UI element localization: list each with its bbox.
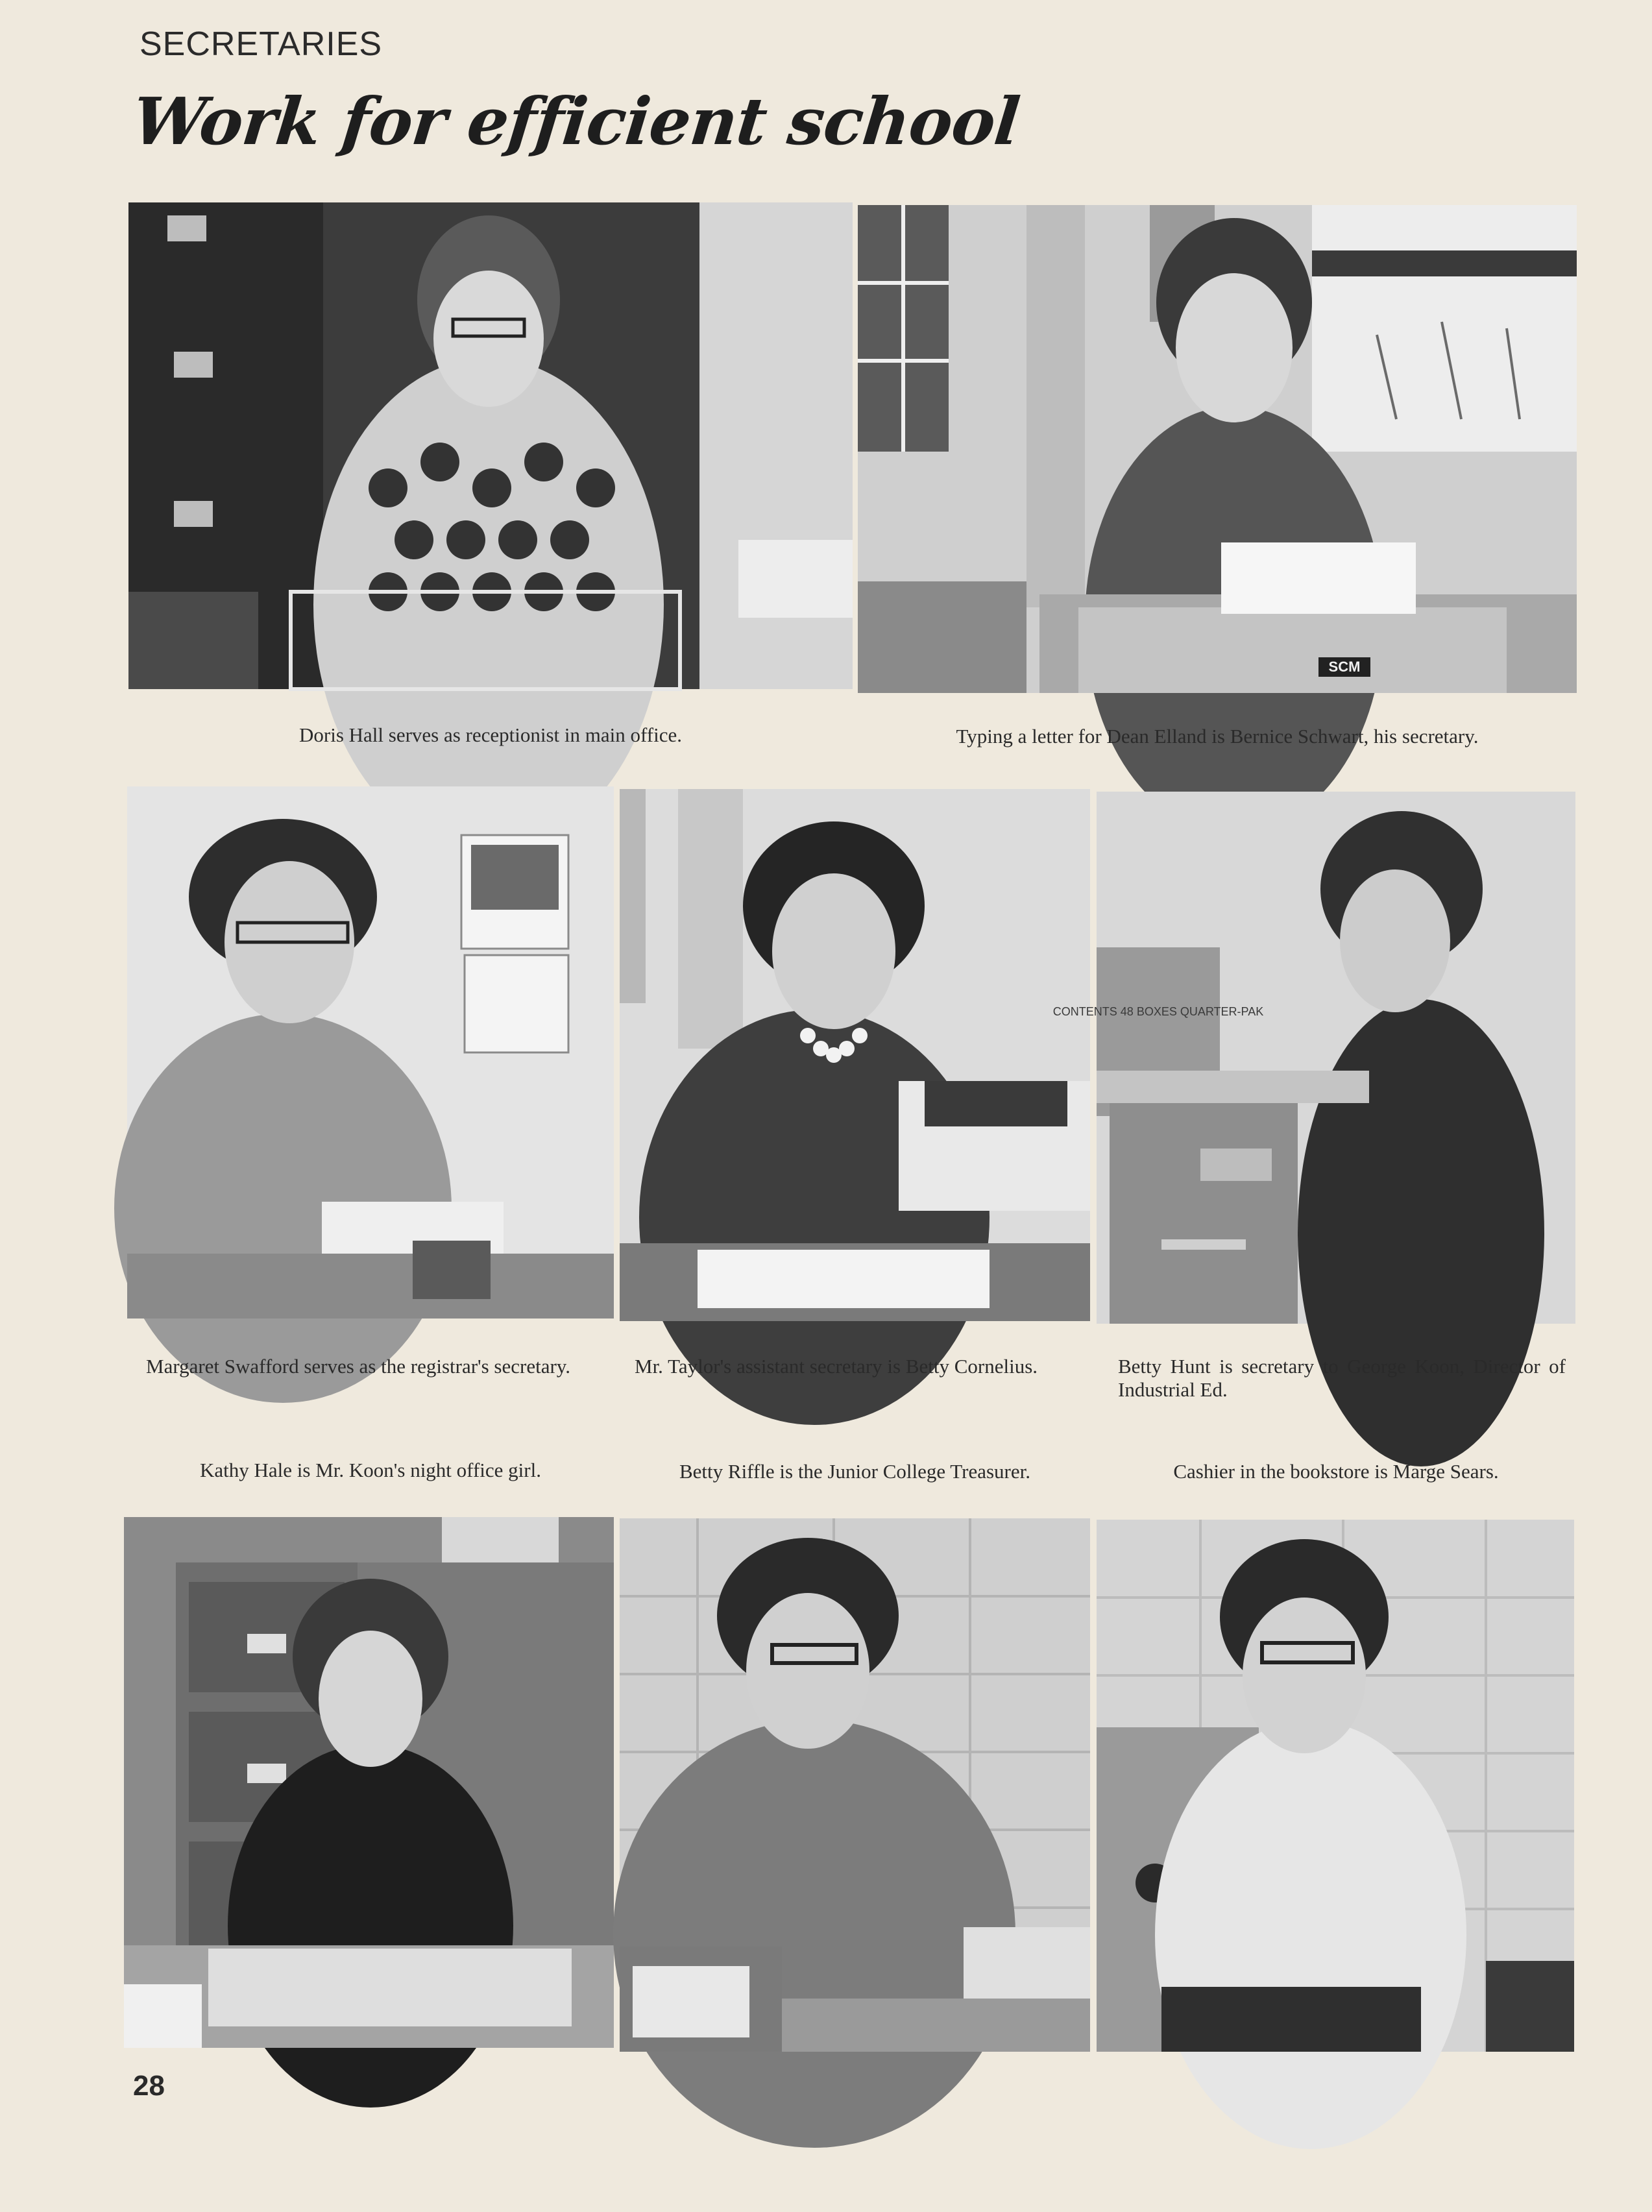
photo-kathy-hale: [124, 1517, 614, 2048]
typewriter-brand: SCM: [1328, 659, 1361, 675]
caption-doris-hall: Doris Hall serves as receptionist in main office.: [299, 723, 682, 746]
box-label: CONTENTS 48 BOXES QUARTER-PAK: [1052, 1005, 1264, 1018]
caption-margaret-swafford: Margaret Swafford serves as the registrar's secretary.: [146, 1355, 571, 1378]
caption-bernice-schwart: Typing a letter for Dean Elland is Bernice Schwart, his secretary.: [956, 725, 1479, 747]
section-label: SECRETARIES: [140, 25, 383, 63]
photo-betty-cornelius: [620, 789, 1090, 1321]
caption-betty-hunt: Betty Hunt is secretary to George Koon, Director of Industrial Ed.: [1118, 1355, 1566, 1401]
photo-margaret-swafford: [127, 786, 614, 1319]
photo-betty-riffle: [620, 1518, 1090, 2052]
photo-bernice-schwart: [858, 205, 1577, 693]
photo-betty-hunt: [1052, 792, 1575, 1324]
caption-betty-riffle: Betty Riffle is the Junior College Treasurer.: [679, 1460, 1031, 1483]
page-title: Work for efficient school: [128, 83, 1023, 160]
caption-kathy-hale: Kathy Hale is Mr. Koon's night office girl.: [200, 1459, 541, 1481]
page-number: 28: [133, 2070, 165, 2102]
caption-betty-cornelius: Mr. Taylor's assistant secretary is Betty Cornelius.: [635, 1355, 1038, 1378]
caption-marge-sears: Cashier in the bookstore is Marge Sears.: [1173, 1460, 1499, 1483]
photo-marge-sears: [1097, 1520, 1574, 2052]
photo-doris-hall: [128, 202, 853, 689]
